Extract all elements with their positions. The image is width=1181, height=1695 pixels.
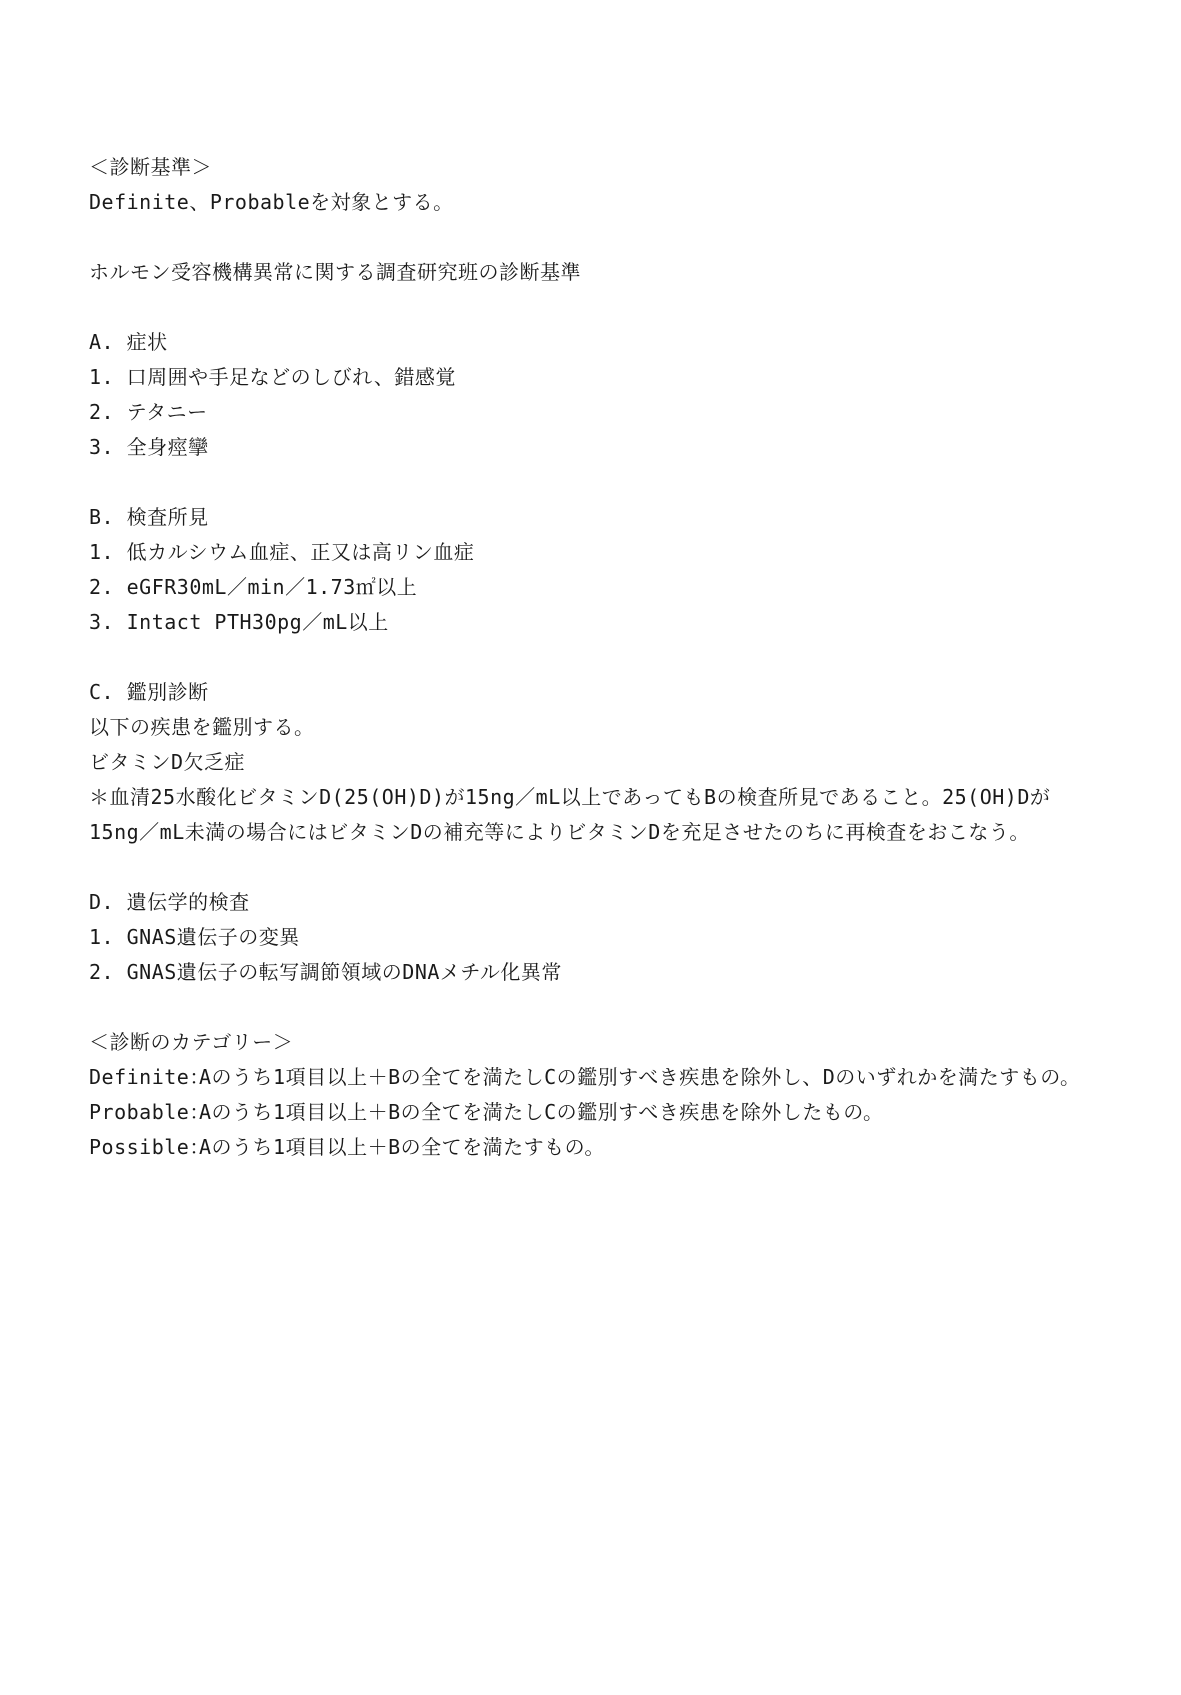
differential-disease: ビタミンD欠乏症 (89, 750, 246, 774)
spacer (89, 290, 1099, 325)
diagnostic-criteria-title: ＜診断基準＞ (89, 155, 212, 179)
list-item: 3. Intact PTH30pg／mL以上 (89, 610, 389, 634)
category-row-definite (89, 1060, 1099, 1095)
list-item: 2. テタニー (89, 400, 208, 424)
spacer (89, 465, 1099, 500)
spacer (89, 990, 1099, 1025)
target-scope-text: Definite、Probableを対象とする。 (89, 190, 454, 214)
spacer (89, 640, 1099, 675)
list-item: 1. 低カルシウム血症、正又は高リン血症 (89, 540, 475, 564)
document-page (89, 150, 1099, 1165)
spacer (89, 220, 1099, 255)
category-term: Possible： (89, 1135, 210, 1159)
section-b-heading: B. 検査所見 (89, 505, 209, 529)
spacer (89, 850, 1099, 885)
category-description: Aのうち1項目以上＋Bの全てを満たすもの。 (199, 1135, 605, 1159)
criteria-source-text: ホルモン受容機構異常に関する調査研究班の診断基準 (89, 260, 581, 284)
list-item: 1. 口周囲や手足などのしびれ、錯感覚 (89, 365, 456, 389)
section-d-heading: D. 遺伝学的検査 (89, 890, 250, 914)
list-item: 1. GNAS遺伝子の変異 (89, 925, 300, 949)
category-row-possible (89, 1130, 1099, 1165)
category-row-probable (89, 1095, 1099, 1130)
category-title: ＜診断のカテゴリー＞ (89, 1030, 294, 1054)
section-a-heading: A. 症状 (89, 330, 168, 354)
section-c-intro: 以下の疾患を鑑別する。 (89, 715, 315, 739)
category-description: Aのうち1項目以上＋Bの全てを満たしCの鑑別すべき疾患を除外したもの。 (199, 1100, 884, 1124)
list-item: 3. 全身痙攣 (89, 435, 209, 459)
list-item: 2. eGFR30mL／min／1.73㎡以上 (89, 575, 418, 599)
section-c-note: ＊血清25水酸化ビタミンD(25(OH)D)が15ng／mL以上であってもBの検査所見であること。25(OH)Dが15ng／mL未満の場合にはビタミンDの補充等によりビタミンDを充足させたのちに再検査をおこなう。 (89, 785, 1051, 844)
category-term: Definite： (89, 1065, 210, 1089)
category-term: Probable： (89, 1100, 210, 1124)
list-item: 2. GNAS遺伝子の転写調節領域のDNAメチル化異常 (89, 960, 562, 984)
category-description: Aのうち1項目以上＋Bの全てを満たしCの鑑別すべき疾患を除外し、Dのいずれかを満たすもの。 (199, 1065, 1081, 1089)
section-c-heading: C. 鑑別診断 (89, 680, 209, 704)
